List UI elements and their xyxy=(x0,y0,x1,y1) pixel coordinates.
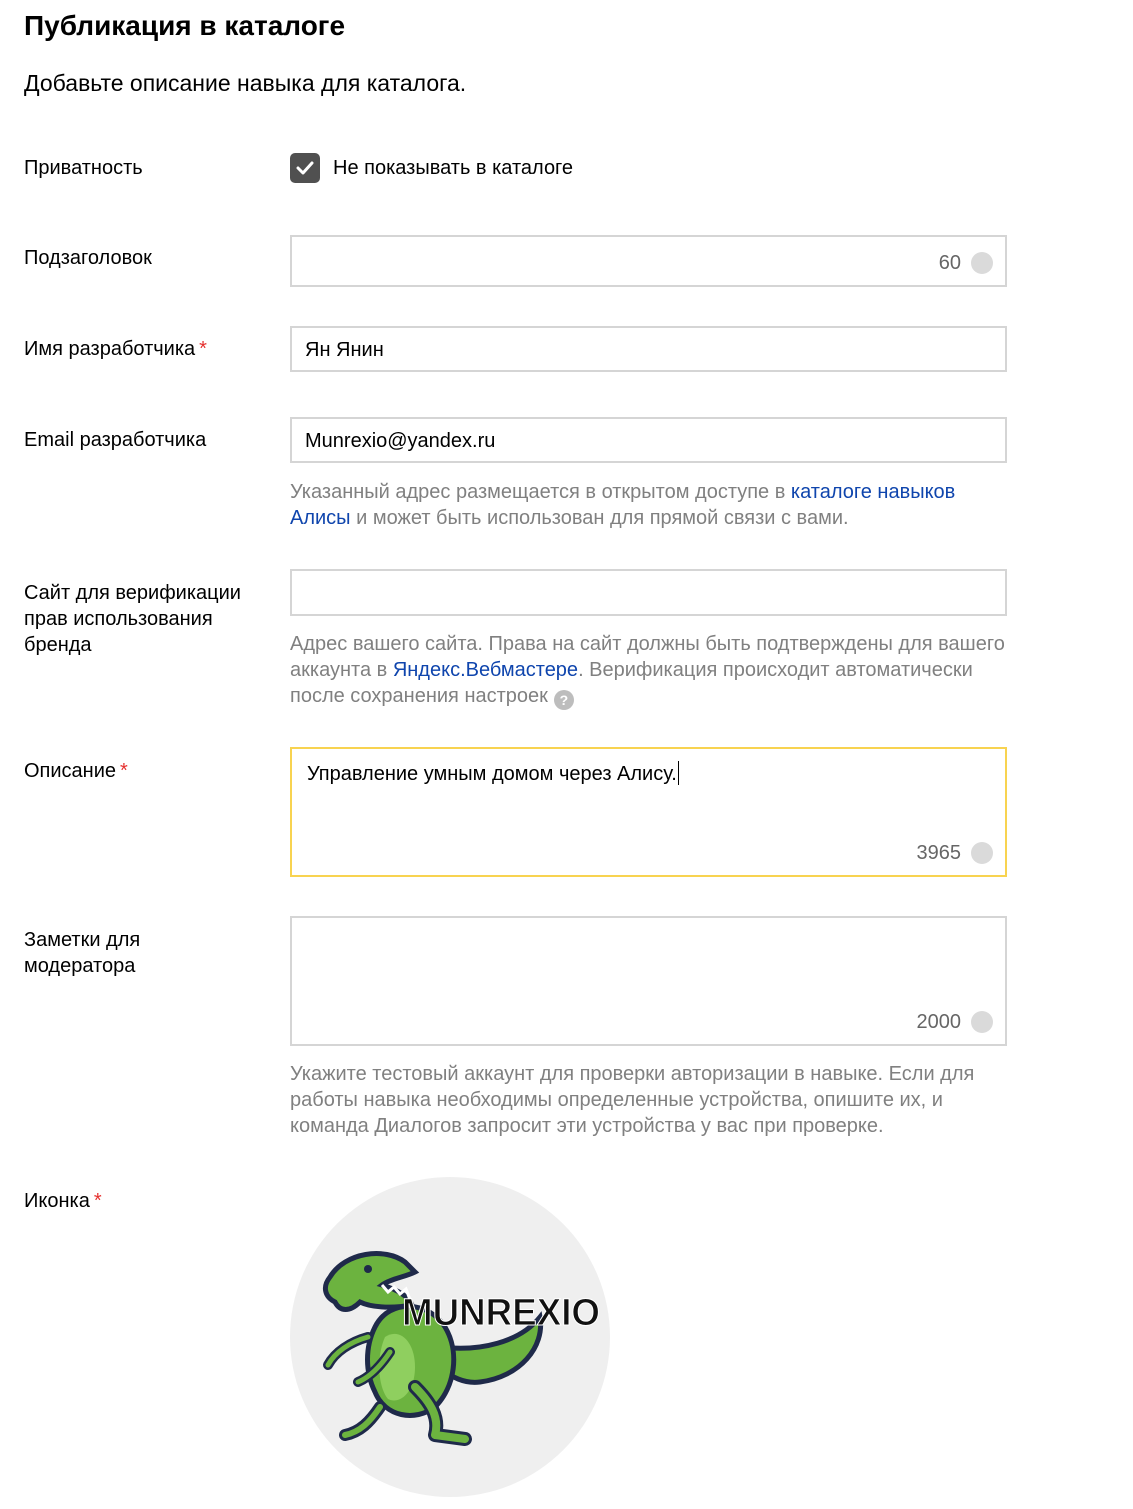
description-label-text: Описание xyxy=(24,760,117,782)
icon-label-text: Иконка xyxy=(24,1190,90,1212)
brand-site-label: Сайт для верификации прав использования бренда xyxy=(24,582,241,656)
icon-label xyxy=(24,1188,274,1214)
yandex-webmaster-link[interactable]: Яндекс.Вебмастере xyxy=(392,659,579,681)
developer-name-label xyxy=(24,336,274,362)
hide-from-catalog-label[interactable]: Не показывать в каталоге xyxy=(333,157,574,179)
moderator-notes-hint: Укажите тестовый аккаунт для проверки авторизации в навыке. Если для работы навыка необходимы определенные устройства, опишите их, и команда Диалогов запросит эти устройства у вас при проверке. xyxy=(290,1063,975,1137)
brand-site-input[interactable] xyxy=(290,569,1007,616)
help-icon[interactable]: ? xyxy=(554,690,574,710)
moderator-notes-row xyxy=(0,916,1133,1146)
text-caret xyxy=(678,761,679,785)
brand-site-row xyxy=(0,569,1133,719)
required-mark: * xyxy=(93,1190,102,1212)
developer-email-input[interactable] xyxy=(290,417,1007,463)
catalog-link[interactable]: каталоге навыков Алисы xyxy=(290,481,956,529)
subtitle-row xyxy=(0,235,1133,287)
description-counter-value: 3965 xyxy=(916,842,961,864)
required-mark: * xyxy=(120,760,128,782)
privacy-row xyxy=(0,153,1133,193)
privacy-label: Приватность xyxy=(24,157,143,179)
description-char-counter xyxy=(917,841,994,865)
counter-indicator-icon xyxy=(971,1011,993,1033)
subtitle-char-counter xyxy=(939,251,993,275)
developer-email-label: Email разработчика xyxy=(24,429,207,451)
page-title: Публикация в каталоге xyxy=(24,10,346,41)
description-textarea[interactable] xyxy=(290,747,1007,877)
subtitle-label: Подзаголовок xyxy=(24,247,152,269)
developer-email-hint xyxy=(290,479,1010,531)
subtitle-input[interactable] xyxy=(290,235,1007,287)
brand-hint-text-end: . Верификация происходит автоматически после сохранения настроек xyxy=(290,659,973,707)
description-label xyxy=(24,758,274,784)
developer-name-input[interactable] xyxy=(290,326,1007,372)
description-value xyxy=(307,761,679,787)
moderator-notes-label: Заметки для модератора xyxy=(24,929,141,977)
developer-email-row xyxy=(0,417,1133,537)
moderator-notes-counter-value: 2000 xyxy=(916,1011,961,1033)
counter-indicator-icon xyxy=(971,842,993,864)
email-hint-text-end: и может быть использован для прямой связи с вами. xyxy=(350,507,849,529)
brand-hint-text: Адрес вашего сайта. Права на сайт должны быть подтверждены для вашего аккаунта в xyxy=(290,633,1005,681)
description-text: Управление умным домом через Алису. xyxy=(307,763,677,785)
required-mark: * xyxy=(199,338,207,360)
email-hint-text: Указанный адрес размещается в открытом доступе в xyxy=(290,481,791,503)
moderator-notes-textarea[interactable] xyxy=(290,916,1007,1046)
logo-text: MUNREXIO xyxy=(402,1292,600,1334)
counter-indicator-icon xyxy=(971,252,993,274)
developer-name-row xyxy=(0,326,1133,372)
subtitle-counter-value: 60 xyxy=(938,252,961,274)
developer-name-label-text: Имя разработчика xyxy=(24,338,196,360)
developer-name-value: Ян Янин xyxy=(305,339,384,361)
skill-icon-upload[interactable] xyxy=(290,1177,610,1497)
page-subtitle: Добавьте описание навыка для каталога. xyxy=(24,70,467,96)
checkmark-icon xyxy=(296,160,314,176)
dinosaur-logo-icon xyxy=(290,1177,610,1497)
hide-from-catalog-checkbox[interactable] xyxy=(290,153,320,183)
moderator-notes-char-counter xyxy=(917,1010,994,1034)
brand-site-hint xyxy=(290,631,1010,710)
description-row xyxy=(0,747,1133,877)
developer-email-value: Munrexio@yandex.ru xyxy=(305,430,496,452)
